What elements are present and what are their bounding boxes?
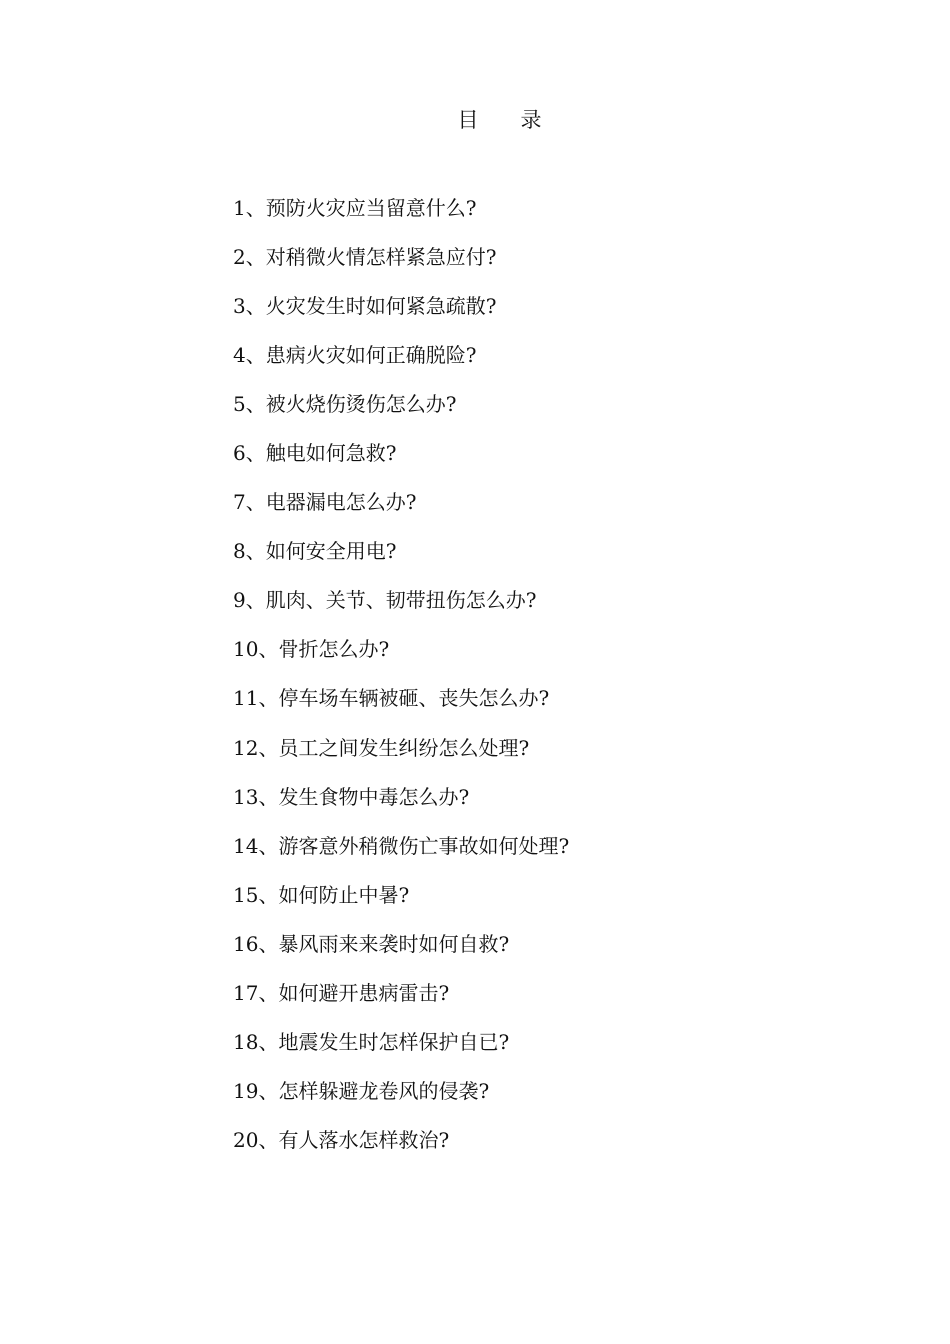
- toc-item-15: 15、如何防止中暑?: [233, 882, 410, 907]
- toc-item-9: 9、肌肉、关节、韧带扭伤怎么办?: [233, 588, 537, 613]
- toc-item-10: 10、骨折怎么办?: [233, 637, 390, 662]
- toc-item-4: 4、患病火灾如何正确脱险?: [233, 343, 477, 368]
- toc-item-6: 6、触电如何急救?: [233, 441, 397, 466]
- toc-item-5: 5、被火烧伤烫伤怎么办?: [233, 392, 457, 417]
- toc-item-2: 2、对稍微火情怎样紧急应付?: [233, 245, 497, 270]
- toc-item-17: 17、如何避开患病雷击?: [233, 980, 450, 1005]
- toc-item-8: 8、如何安全用电?: [233, 539, 397, 564]
- toc-list: [233, 191, 569, 1172]
- toc-item-16: 16、暴风雨来来袭时如何自救?: [233, 931, 510, 956]
- toc-item-18: 18、地震发生时怎样保护自已?: [233, 1029, 510, 1054]
- toc-item-19: 19、怎样躲避龙卷风的侵袭?: [233, 1078, 490, 1103]
- toc-item-20: 20、有人落水怎样救治?: [233, 1127, 450, 1152]
- toc-item-11: 11、停车场车辆被砸、丧失怎么办?: [233, 686, 550, 711]
- toc-item-7: 7、电器漏电怎么办?: [233, 490, 417, 515]
- toc-title: [0, 104, 950, 136]
- toc-title-char-2: 录: [520, 108, 542, 132]
- toc-item-1: 1、预防火灾应当留意什么?: [233, 196, 477, 220]
- toc-item-12: 12、员工之间发生纠纷怎么处理?: [233, 735, 530, 760]
- toc-title-char-1: 目: [457, 108, 479, 132]
- toc-item-14: 14、游客意外稍微伤亡事故如何处理?: [233, 833, 570, 858]
- toc-item-13: 13、发生食物中毒怎么办?: [233, 784, 470, 809]
- toc-item-3: 3、火灾发生时如何紧急疏散?: [233, 294, 497, 319]
